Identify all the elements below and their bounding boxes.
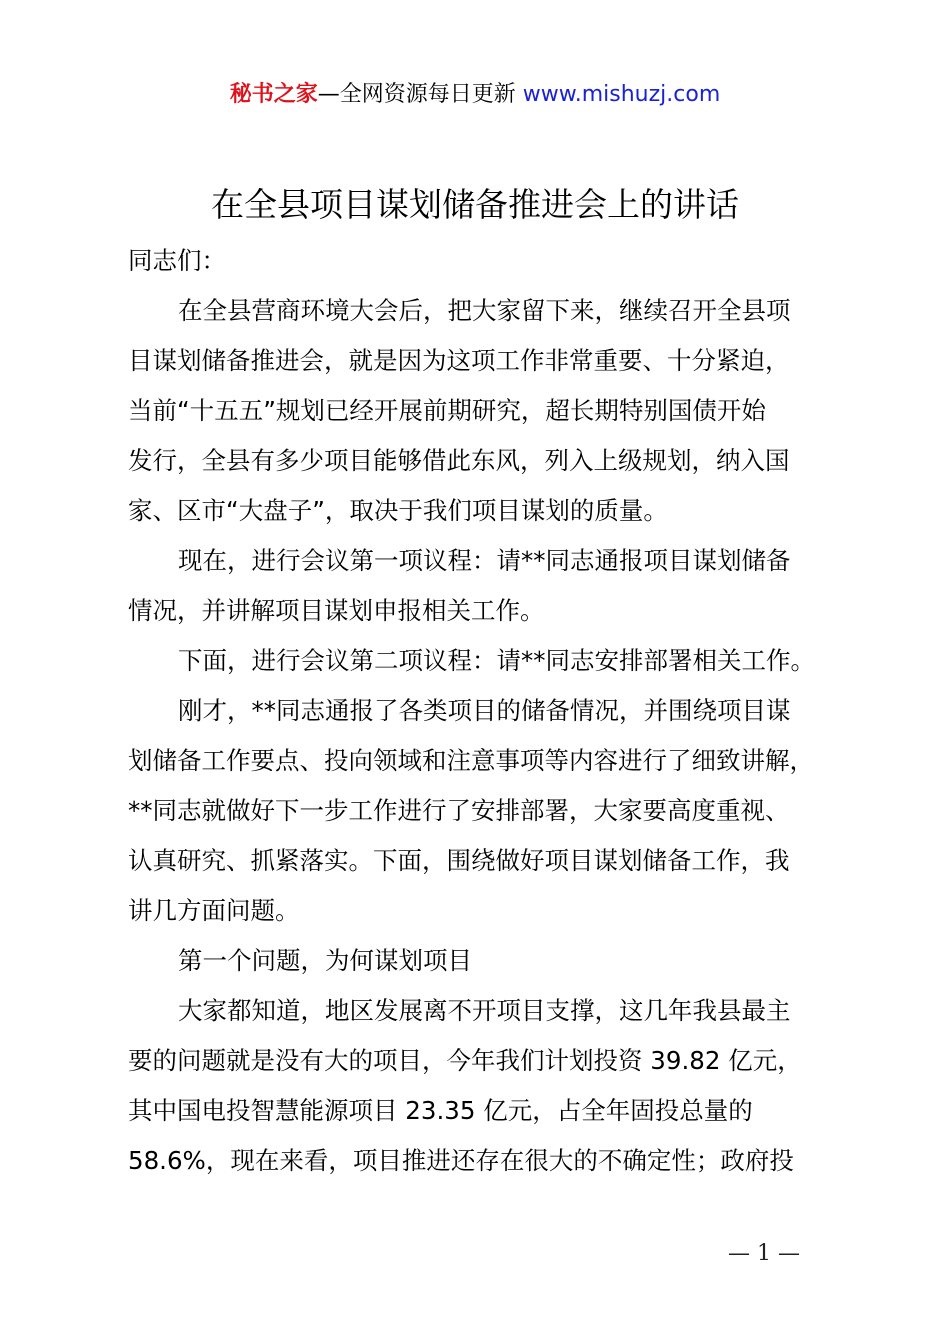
paragraph-line: 目谋划储备推进会，就是因为这项工作非常重要、十分紧迫， [128, 346, 790, 375]
paragraph-line: 划储备工作要点、投向领域和注意事项等内容进行了细致讲解， [128, 746, 814, 775]
paragraph-line: 刚才，**同志通报了各类项目的储备情况，并围绕项目谋 [178, 696, 791, 725]
section-heading: 第一个问题，为何谋划项目 [178, 946, 472, 975]
paragraph-line: 现在，进行会议第一项议程：请**同志通报项目谋划储备 [178, 546, 791, 575]
paragraph-line: 当前“十五五”规划已经开展前期研究，超长期特别国债开始 [128, 396, 766, 425]
site-url-link[interactable]: www.mishuzj.com [522, 82, 721, 107]
paragraph-line: 其中国电投智慧能源项目 23.35 亿元，占全年固投总量的 [128, 1096, 753, 1125]
paragraph-line: 要的问题就是没有大的项目，今年我们计划投资 39.82 亿元， [128, 1046, 802, 1075]
paragraph-line: 发行，全县有多少项目能够借此东风，列入上级规划，纳入国 [128, 446, 790, 475]
paragraph-line: 大家都知道，地区发展离不开项目支撑，这几年我县最主 [178, 996, 791, 1025]
paragraph-line: 情况，并讲解项目谋划申报相关工作。 [128, 596, 545, 625]
site-header [0, 78, 950, 112]
salutation: 同志们： [128, 246, 226, 275]
paragraph-line: 认真研究、抓紧落实。下面，围绕做好项目谋划储备工作，我 [128, 846, 790, 875]
brand-name: 秘书之家 [229, 82, 318, 107]
paragraph-line: 58.6%，现在来看，项目推进还存在很大的不确定性；政府投 [128, 1146, 794, 1175]
page-number: — 1 — [728, 1241, 800, 1266]
paragraph-line: 在全县营商环境大会后，把大家留下来，继续召开全县项 [178, 296, 791, 325]
paragraph-line: 讲几方面问题。 [128, 896, 300, 925]
paragraph-line: **同志就做好下一步工作进行了安排部署，大家要高度重视、 [128, 796, 790, 825]
header-slogan: —全网资源每日更新 [317, 82, 516, 107]
document-body [128, 236, 848, 1186]
paragraph-line: 下面，进行会议第二项议程：请**同志安排部署相关工作。 [178, 646, 815, 675]
document-title: 在全县项目谋划储备推进会上的讲话 [211, 185, 739, 224]
paragraph-line: 家、区市“大盘子”，取决于我们项目谋划的质量。 [128, 496, 668, 525]
